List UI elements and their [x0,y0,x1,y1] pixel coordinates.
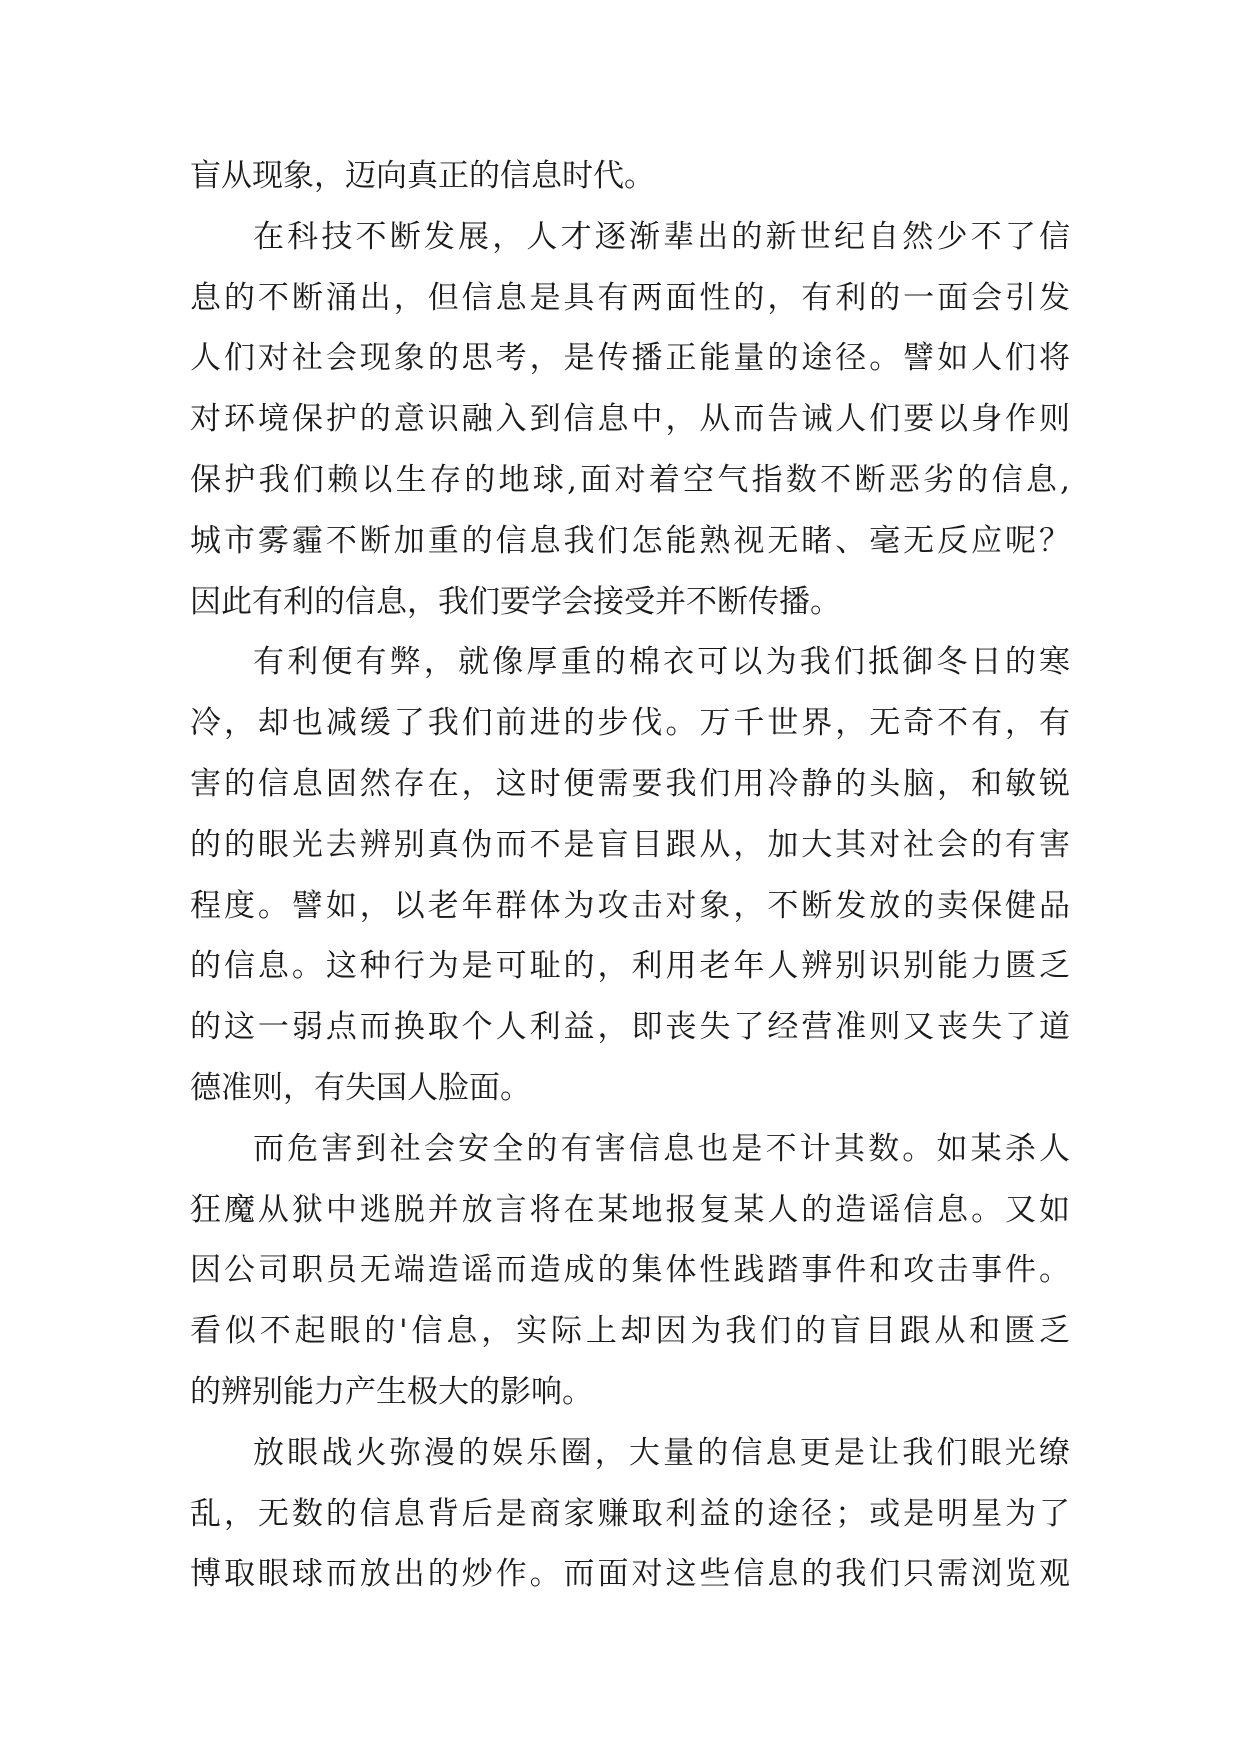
text-line: 冷，却也减缓了我们前进的步伐。万千世界，无奇不有，有 [190,705,1070,742]
text-line: 的的眼光去辨别真伪而不是盲目跟从，加大其对社会的有害 [190,826,1070,863]
paragraph-last-line: 的辨别能力产生极大的影响。 [190,1373,593,1410]
paragraph-first-line: 在科技不断发展，人才逐渐辈出的新世纪自然少不了信 [253,218,1070,255]
paragraph-first-line: 放眼战火弥漫的娱乐圈，大量的信息更是让我们眼光缭 [253,1434,1070,1471]
paragraph-first-line: 有利便有弊，就像厚重的棉衣可以为我们抵御冬日的寒 [253,644,1070,681]
text-line: 息的不断涌出，但信息是具有两面性的，有利的一面会引发 [190,279,1070,316]
text-line: 狂魔从狱中逃脱并放言将在某地报复某人的造谣信息。又如 [190,1191,1070,1228]
text-line: 保护我们赖以生存的地球,面对着空气指数不断恶劣的信息, [190,461,1070,498]
text-line: 对环境保护的意识融入到信息中，从而告诫人们要以身作则 [190,401,1070,438]
text-line: 乱，无数的信息背后是商家赚取利益的途径；或是明星为了 [190,1495,1070,1532]
text-line: 博取眼球而放出的炒作。而面对这些信息的我们只需浏览观 [190,1556,1070,1593]
text-line: 程度。譬如，以老年群体为攻击对象，不断发放的卖保健品 [190,887,1070,924]
text-line: 的这一弱点而换取个人利益，即丧失了经营准则又丧失了道 [190,1009,1070,1046]
text-line: 的信息。这种行为是可耻的，利用老年人辨别识别能力匮乏 [190,948,1070,985]
body-text [190,146,1070,1605]
paragraph-last-line: 因此有利的信息，我们要学会接受并不断传播。 [190,583,841,620]
text-line: 因公司职员无端造谣而造成的集体性践踏事件和攻击事件。 [190,1252,1070,1289]
text-line: 害的信息固然存在，这时便需要我们用冷静的头脑，和敏锐 [190,765,1070,802]
paragraph-last-line: 德准则，有失国人脸面。 [190,1069,531,1106]
text-line: 人们对社会现象的思考，是传播正能量的途径。譬如人们将 [190,340,1070,377]
text-line: 城市雾霾不断加重的信息我们怎能熟视无睹、毫无反应呢？ [190,522,1070,559]
paragraph-first-line: 而危害到社会安全的有害信息也是不计其数。如某杀人 [253,1130,1070,1167]
text-line: 看似不起眼的'信息，实际上却因为我们的盲目跟从和匮乏 [190,1313,1070,1350]
text-line: 盲从现象，迈向真正的信息时代。 [190,158,655,194]
